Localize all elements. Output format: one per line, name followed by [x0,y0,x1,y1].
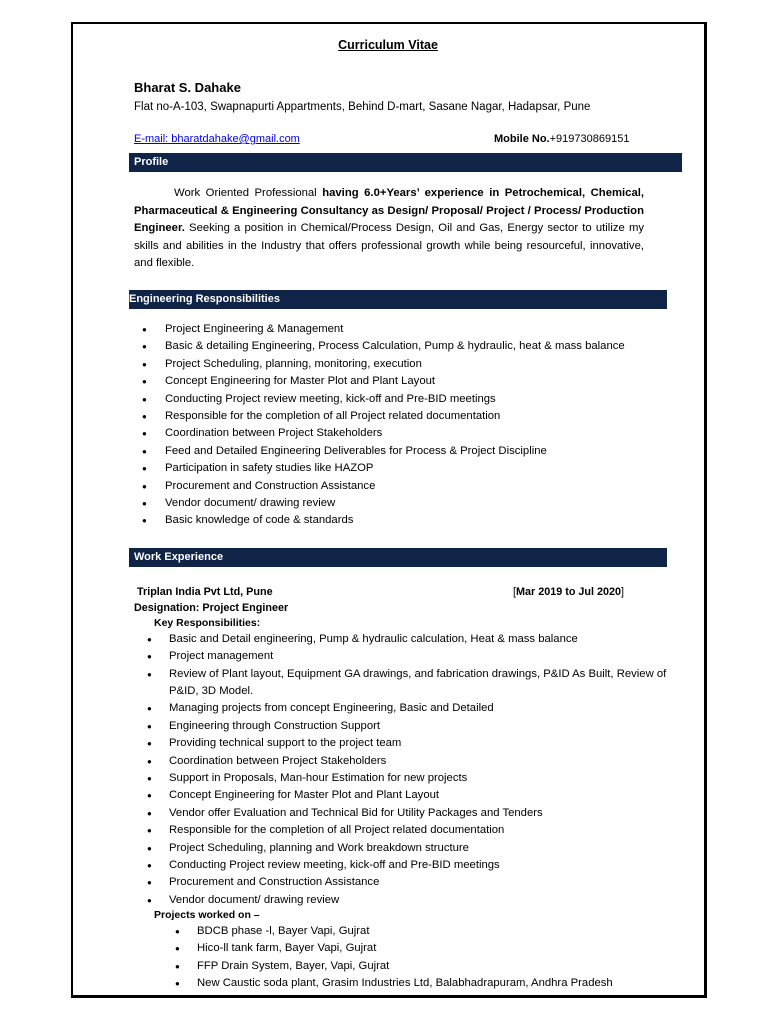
list-item: ● Coordination between Project Stakeholders [140,753,679,770]
list-item: ● Project Scheduling, planning and Work breakdown structure [140,840,679,857]
employment-dates [513,586,624,598]
dates-close-bracket: ] [621,586,625,598]
email-link[interactable]: E-mail: bharatdahake@gmail.com [134,133,300,145]
mobile-label: Mobile No. [494,133,550,145]
candidate-address: Flat no-A-103, Swapnapurti Appartments, Behind D-mart, Sasane Nagar, Hadapsar, Pune [134,101,591,113]
list-item: ● Project Engineering & Management [135,321,625,338]
key-responsibilities-label: Key Responsibilities: [154,617,261,629]
list-item: ● Basic & detailing Engineering, Process Calculation, Pump & hydraulic, heat & mass balance [135,338,625,355]
list-item: ● Concept Engineering for Master Plot and Plant Layout [140,787,679,804]
work-experience-heading: Work Experience [129,548,667,567]
project-item: ● Hico-ll tank farm, Bayer Vapi, Gujrat [171,940,613,957]
list-item: ● Conducting Project review meeting, kick-off and Pre-BID meetings [135,391,625,408]
candidate-name: Bharat S. Dahake [134,80,241,95]
profile-heading: Profile [129,153,682,172]
list-item: ● Review of Plant layout, Equipment GA drawings, and fabrication drawings, P&ID As Built, Review of P&ID, 3D Model. [140,666,679,701]
list-item: ● Concept Engineering for Master Plot and Plant Layout [135,373,625,390]
list-item: ● Participation in safety studies like HAZOP [135,460,625,477]
document-title: Curriculum Vitae [338,38,438,52]
list-item: ● Procurement and Construction Assistance [140,874,679,891]
project-item: ● New Caustic soda plant, Grasim Industries Ltd, Balabhadrapuram, Andhra Pradesh [171,975,613,992]
dates-range: Mar 2019 to Jul 2020 [516,586,622,598]
list-item: ● Providing technical support to the project team [140,735,679,752]
list-item: ● Coordination between Project Stakeholders [135,425,625,442]
list-item: ● Project management [140,648,679,665]
project-item: ● FFP Drain System, Bayer, Vapi, Gujrat [171,958,613,975]
company-name: Triplan India Pvt Ltd, Pune [137,586,273,598]
projects-label: Projects worked on – [154,909,260,921]
projects-list [171,923,613,993]
list-item: ● Feed and Detailed Engineering Deliverables for Process & Project Discipline [135,443,625,460]
profile-text-objective: Seeking a position in Chemical/Process Design, Oil and Gas, Energy sector to utilize my skills and abilities in the Industry that offers professional growth while being resourceful, innovative, and flexible. [134,222,644,269]
profile-text-highlight: having 6.0+Years’ experience in Petrochemical, Chemical, Pharmaceutical & Engineering Consultancy as Design/ Proposal/ Project / Process/ Production Engineer. [134,187,645,234]
list-item: ● Managing projects from concept Engineering, Basic and Detailed [140,700,679,717]
list-item: ● Conducting Project review meeting, kick-off and Pre-BID meetings [140,857,679,874]
list-item: ● Support in Proposals, Man-hour Estimation for new projects [140,770,679,787]
list-item: ● Vendor document/ drawing review [140,892,679,909]
list-item: ● Basic knowledge of code & standards [135,512,625,529]
engineering-list [135,321,625,530]
list-item: ● Vendor document/ drawing review [135,495,625,512]
list-item: ● Project Scheduling, planning, monitoring, execution [135,356,625,373]
mobile-value: +919730869151 [549,133,630,145]
list-item: ● Vendor offer Evaluation and Technical Bid for Utility Packages and Tenders [140,805,679,822]
profile-summary [134,185,644,273]
list-item: ● Basic and Detail engineering, Pump & hydraulic calculation, Heat & mass balance [140,631,679,648]
work-responsibilities-list [140,631,679,909]
list-item: ● Responsible for the completion of all Project related documentation [135,408,625,425]
mobile-number [494,133,629,145]
engineering-heading: Engineering Responsibilities [129,290,667,309]
designation: Designation: Project Engineer [134,602,289,614]
list-item: ● Responsible for the completion of all Project related documentation [140,822,679,839]
project-item: ● BDCB phase -l, Bayer Vapi, Gujrat [171,923,613,940]
profile-text-intro: Work Oriented Professional [174,187,323,199]
dates-open-bracket: [ [513,586,516,598]
list-item: ● Engineering through Construction Support [140,718,679,735]
list-item: ● Procurement and Construction Assistance [135,478,625,495]
